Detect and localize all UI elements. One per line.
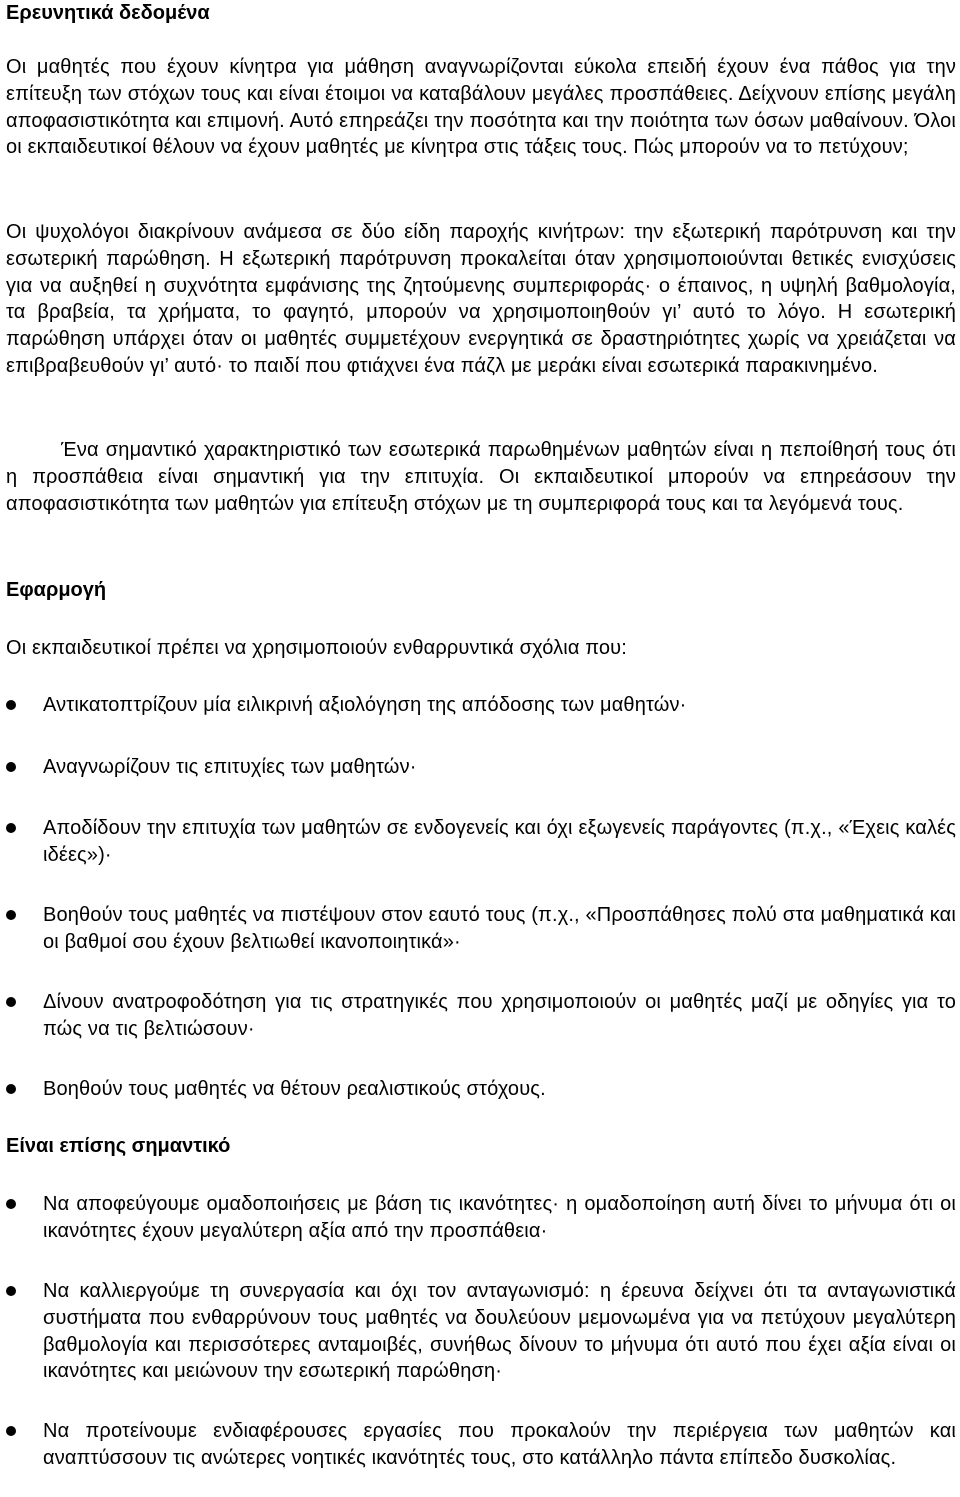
list-item [6, 1191, 956, 1245]
bullet-icon [6, 1426, 16, 1436]
list-item-text: Αποδίδουν την επιτυχία των μαθητών σε ενδογενείς και όχι εξωγενείς παράγοντες (π.χ., «Έχεις καλές ιδέες»)· [43, 817, 956, 866]
list-item [6, 1418, 956, 1472]
section-heading-research-data: Ερευνητικά δεδομένα [6, 2, 210, 24]
list-item-text: Να καλλιεργούμε τη συνεργασία και όχι τον ανταγωνισμό: η έρευνα δείχνει ότι τα ανταγωνιστικά συστήματα που ενθαρρύνουν τους μαθητές να δουλεύουν μεμονωμένα για να πετύχουν μεγαλύτερη βαθμολογία και περισσότερες ανταμοιβές, συνήθως δίνουν το μήνυμα ότι αυτό που έχει αξία είναι οι ικανότητες και μειώνουν την εσωτερική παρώθηση· [43, 1280, 956, 1383]
list-item [6, 754, 956, 781]
bullet-icon [6, 1286, 16, 1296]
bullet-icon [6, 1199, 16, 1209]
paragraph-motivation: Οι μαθητές που έχουν κίνητρα για μάθηση αναγνωρίζονται εύκολα επειδή έχουν ένα πάθος για την επίτευξη των στόχων τους και είναι έτοιμοι να καταβάλουν μεγάλες προσπάθειες. Δείχνουν επίσης μεγάλη αποφασιστικότητα και επιμονή. Αυτό επηρεάζει την ποσότητα και την ποιότητα των όσων μαθαίνουν. Όλοι οι εκπαιδευτικοί θέλουν να έχουν μαθητές με κίνητρα στις τάξεις τους. Πώς μπορούν να το πετύχουν; [6, 56, 956, 159]
list-item [6, 902, 956, 956]
bullet-icon [6, 823, 16, 833]
bullet-icon [6, 910, 16, 920]
list-item [6, 1278, 956, 1385]
list-item-text: Αναγνωρίζουν τις επιτυχίες των μαθητών· [43, 756, 417, 778]
list-item-text: Αντικατοπτρίζουν μία ειλικρινή αξιολόγηση της απόδοσης των μαθητών· [43, 694, 687, 716]
list-item [6, 989, 956, 1043]
list-item-text: Βοηθούν τους μαθητές να θέτουν ρεαλιστικούς στόχους. [43, 1078, 546, 1100]
paragraph-application-intro: Οι εκπαιδευτικοί πρέπει να χρησιμοποιούν ενθαρρυντικά σχόλια που: [6, 637, 627, 659]
list-item-text: Να προτείνουμε ενδιαφέρουσες εργασίες που προκαλούν την περιέργεια των μαθητών και αναπτύσσουν τις ανώτερες νοητικές ικανότητές τους, στο κατάλληλο πάντα επίπεδο δυσκολίας. [43, 1420, 956, 1469]
list-item [6, 815, 956, 869]
list-item-text: Δίνουν ανατροφοδότηση για τις στρατηγικές που χρησιμοποιούν οι μαθητές μαζί με οδηγίες για το πώς να τις βελτιώσουν· [43, 991, 956, 1040]
paragraph-important-characteristic: Ένα σημαντικό χαρακτηριστικό των εσωτερικά παρωθημένων μαθητών είναι η πεποίθησή τους ότι η προσπάθεια είναι σημαντική για την επιτυχία. Οι εκπαιδευτικοί μπορούν να επηρεάσουν την αποφασιστικότητα των μαθητών για επίτευξη στόχων με τη συμπεριφορά τους και τα λεγόμενά τους. [6, 439, 956, 515]
list-item [6, 1076, 956, 1103]
bullet-icon [6, 762, 16, 772]
bullet-icon [6, 1084, 16, 1094]
list-item-text: Βοηθούν τους μαθητές να πιστέψουν στον εαυτό τους (π.χ., «Προσπάθησες πολύ στα μαθηματικά και οι βαθμοί σου έχουν βελτιωθεί ικανοποιητικά»· [43, 904, 956, 953]
section-heading-application: Εφαρμογή [6, 579, 107, 601]
paragraph-psychologists: Οι ψυχολόγοι διακρίνουν ανάμεσα σε δύο είδη παροχής κινήτρων: την εξωτερική παρότρυνση και την εσωτερική παρώθηση. Η εξωτερική παρότρυνση προκαλείται όταν χρησιμοποιούνται θετικές ενισχύσεις για να αυξηθεί η συχνότητα εμφάνισης της ζητούμενης συμπεριφοράς· ο έπαινος, η υψηλή βαθμολογία, τα βραβεία, τα χρήματα, το φαγητό, μπορούν να χρησιμοποιηθούν γι’ αυτό το λόγο. Η εσωτερική παρώθηση υπάρχει όταν οι μαθητές συμμετέχουν ενεργητικά σε δραστηριότητες χωρίς να χρειάζεται να επιβραβευθούν γι’ αυτό· το παιδί που φτιάχνει ένα πάζλ με μεράκι είναι εσωτερικά παρακινημένο. [6, 221, 956, 377]
bullet-icon [6, 700, 16, 710]
section-heading-also-important: Είναι επίσης σημαντικό [6, 1135, 231, 1157]
list-item-text: Να αποφεύγουμε ομαδοποιήσεις με βάση τις ικανότητες· η ομαδοποίηση αυτή δίνει το μήνυμα ότι οι ικανότητες έχουν μεγαλύτερη αξία από την προσπάθεια· [43, 1193, 956, 1242]
bullet-icon [6, 997, 16, 1007]
list-item [6, 692, 956, 719]
